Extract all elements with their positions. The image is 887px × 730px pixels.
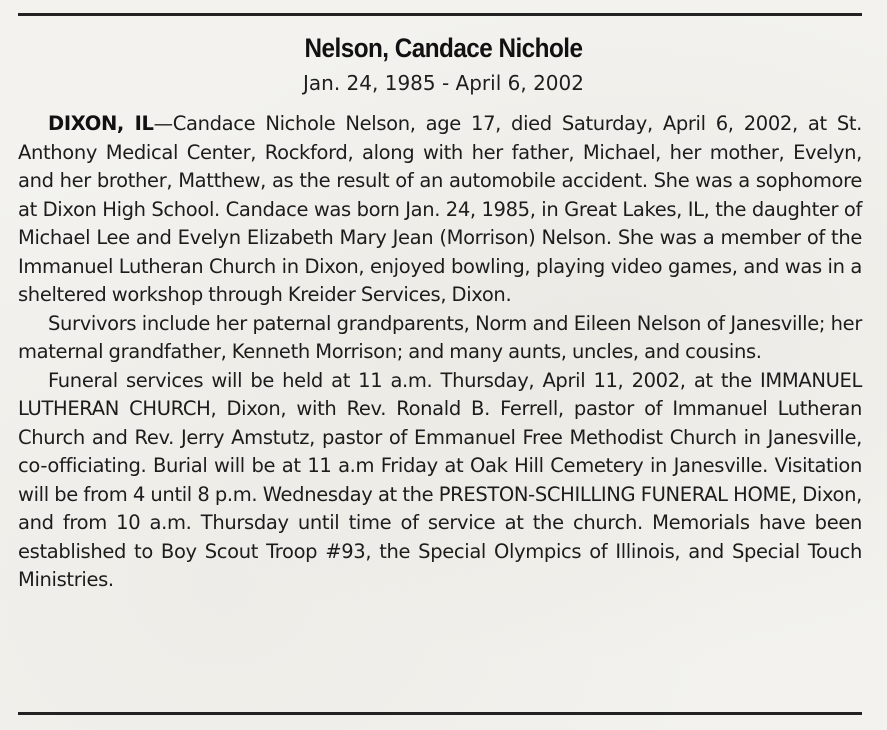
dateline: DIXON, IL bbox=[48, 112, 154, 135]
obituary-body bbox=[18, 110, 862, 595]
obituary-title: Nelson, Candace Nichole bbox=[304, 33, 583, 63]
paragraph-death-notice bbox=[18, 110, 862, 310]
paragraph-survivors: Survivors include her paternal grandparents, Norm and Eileen Nelson of Janesville; her maternal grandfather, Kenneth Morrison; and many aunts, uncles, and cousins. bbox=[18, 311, 862, 363]
bottom-rule bbox=[18, 712, 862, 715]
paragraph-1-text: —Candace Nichole Nelson, age 17, died Saturday, April 6, 2002, at St. Anthony Medical Center, Rockford, along with her father, Michael, her mother, Evelyn, and her brother, Matthew, as the result of an automobile accident. She was a sophomore at Dixon High School. Candace was born Jan. 24, 1985, in Great Lakes, IL, the daughter of Michael Lee and Evelyn Elizabeth Mary Jean (Morrison) Nelson. She was a member of the Immanuel Lutheran Church in Dixon, enjoyed bowling, playing video games, and was in a sheltered workshop through Kreider Services, Dixon. bbox=[18, 112, 862, 306]
paragraph-services: Funeral services will be held at 11 a.m. Thursday, April 11, 2002, at the IMMANUEL LUTHERAN CHURCH, Dixon, with Rev. Ronald B. Ferrell, pastor of Immanuel Lutheran Church and Rev. Jerry Amstutz, pastor of Emmanuel Free Methodist Church in Janesville, co-officiating. Burial will be at 11 a.m Friday at Oak Hill Cemetery in Janesville. Visitation will be from 4 until 8 p.m. Wednesday at the PRESTON-SCHILLING FUNERAL HOME, Dixon, and from 10 a.m. Thursday until time of service at the church. Memorials have been established to Boy Scout Troop #93, the Special Olympics of Illinois, and Special Touch Ministries. bbox=[18, 368, 862, 591]
obituary-dates: Jan. 24, 1985 - April 6, 2002 bbox=[303, 71, 584, 95]
top-rule bbox=[18, 13, 862, 16]
